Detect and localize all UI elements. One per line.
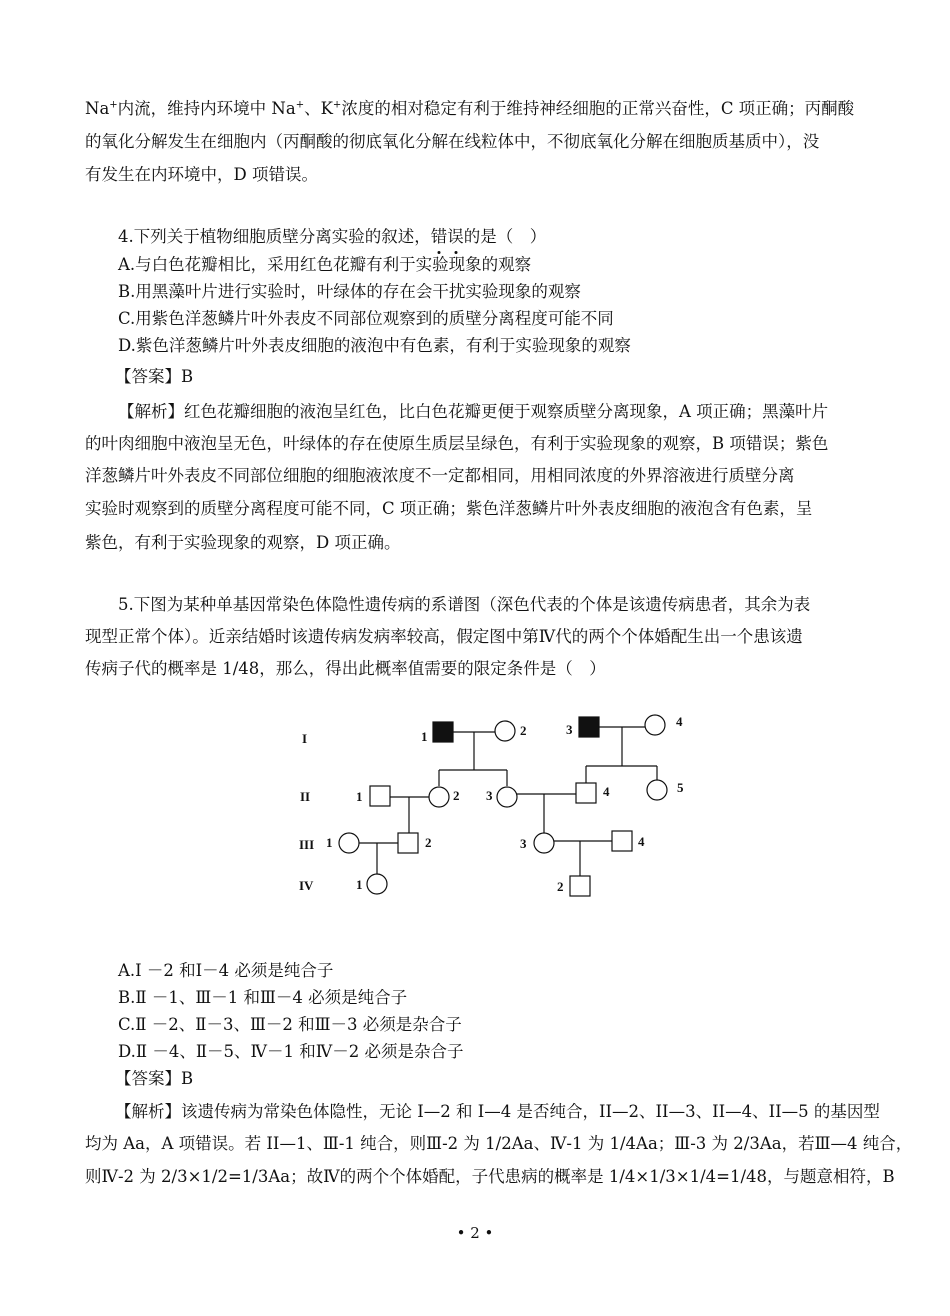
q5-analysis-1: 【解析】该遗传病为常染色体隐性，无论 I—2 和 I—4 是否纯合，II—2、II—3、II—4、II—5 的基因型	[115, 1102, 880, 1121]
q5-answer: 【答案】B	[115, 1069, 194, 1088]
individual-III1-female	[339, 833, 359, 853]
q4-option-c: C.用紫色洋葱鳞片叶外表皮不同部位观察到的质壁分离程度可能不同	[118, 309, 614, 328]
q5-analysis-2: 均为 Aa，A 项错误。若 II—1、Ⅲ-1 纯合，则Ⅲ-2 为 1/2Aa、Ⅳ-1 为 1/4Aa；Ⅲ-3 为 2/3Aa，若Ⅲ—4 纯合，	[85, 1134, 913, 1153]
individual-I1-affected-male	[433, 722, 453, 742]
page-number: • 2 •	[456, 1224, 494, 1242]
individual-I4-female	[645, 715, 665, 735]
individual-II4-male	[576, 783, 596, 803]
label-II4: 4	[603, 784, 610, 799]
label-III2: 2	[425, 835, 432, 850]
individual-II5-female	[647, 780, 667, 800]
q4-option-d: D.紫色洋葱鳞片叶外表皮细胞的液泡中有色素，有利于实验现象的观察	[118, 336, 631, 355]
prev-line-3: 有发生在内环境中，D 项错误。	[85, 165, 318, 184]
label-I2: 2	[520, 723, 527, 738]
label-II5: 5	[677, 780, 684, 795]
individual-III3-female	[534, 833, 554, 853]
q4-analysis-4: 实验时观察到的质壁分离程度可能不同，C 项正确；紫色洋葱鳞片叶外表皮细胞的液泡含有色素，呈	[85, 499, 813, 518]
q5-stem-2: 现型正常个体）。近亲结婚时该遗传病发病率较高，假定图中第Ⅳ代的两个个体婚配生出一个患该遗	[85, 627, 803, 646]
q5-option-a: A.Ⅰ －2 和Ⅰ－4 必须是纯合子	[118, 961, 334, 980]
label-I1: 1	[421, 729, 428, 744]
q4-analysis-3: 洋葱鳞片叶外表皮不同部位细胞的细胞液浓度不一定都相同，用相同浓度的外界溶液进行质壁分离	[85, 466, 795, 485]
label-IV1: 1	[356, 877, 363, 892]
individual-IV1-female	[367, 874, 387, 894]
label-II2: 2	[453, 788, 460, 803]
prev-line-1: Na+内流，维持内环境中 Na+、K+浓度的相对稳定有利于维持神经细胞的正常兴奋性，C 项正确；丙酮酸	[85, 99, 855, 118]
label-I3: 3	[566, 722, 573, 737]
q4-analysis-2: 的叶肉细胞中液泡呈无色，叶绿体的存在使原生质层呈绿色，有利于实验现象的观察，B 项错误；紫色	[85, 434, 829, 453]
q5-stem-1: 5.下图为某种单基因常染色体隐性遗传病的系谱图（深色代表的个体是该遗传病患者，其余为表	[118, 595, 811, 614]
individual-III2-male	[398, 833, 418, 853]
emphasis-char: 错	[430, 227, 448, 246]
pedigree-diagram	[290, 700, 710, 910]
individual-II1-male	[370, 786, 390, 806]
q4-stem: 4.下列关于植物细胞质壁分离实验的叙述，错误的是（ ）	[118, 227, 547, 246]
generation-label-III: III	[299, 837, 315, 852]
generation-label-II: II	[300, 789, 311, 804]
label-IV2: 2	[557, 879, 564, 894]
label-III4: 4	[638, 834, 645, 849]
q4-analysis-5: 紫色，有利于实验现象的观察，D 项正确。	[85, 533, 401, 552]
individual-III4-male	[612, 831, 632, 851]
q4-option-b: B.用黑藻叶片进行实验时，叶绿体的存在会干扰实验现象的观察	[118, 282, 581, 301]
individual-I2-female	[495, 721, 515, 741]
label-II1: 1	[356, 789, 363, 804]
q5-option-b: B.Ⅱ －1、Ⅲ－1 和Ⅲ－4 必须是纯合子	[118, 988, 408, 1007]
generation-label-I: I	[302, 731, 308, 746]
individual-IV2-male	[570, 876, 590, 896]
q5-analysis-3: 则Ⅳ-2 为 2/3×1/2=1/3Aa；故Ⅳ的两个个体婚配，子代患病的概率是 1/4×1/3×1/4=1/48，与题意相符，B	[85, 1167, 895, 1186]
q5-option-d: D.Ⅱ －4、Ⅱ－5、Ⅳ－1 和Ⅳ－2 必须是杂合子	[118, 1042, 464, 1061]
individual-II3-female	[497, 787, 517, 807]
generation-label-IV: IV	[299, 878, 314, 893]
prev-line-2: 的氧化分解发生在细胞内（丙酮酸的彻底氧化分解在线粒体中，不彻底氧化分解在细胞质基质中），没	[85, 132, 820, 151]
emphasis-char: 误	[447, 227, 464, 246]
label-III1: 1	[326, 835, 333, 850]
individual-I3-affected-male	[579, 717, 599, 737]
individual-II2-female	[429, 787, 449, 807]
label-III3: 3	[520, 836, 527, 851]
q4-analysis-1: 【解析】红色花瓣细胞的液泡呈红色，比白色花瓣更便于观察质壁分离现象，A 项正确；黑藻叶片	[118, 402, 829, 421]
q5-stem-3: 传病子代的概率是 1/48，那么，得出此概率值需要的限定条件是（ ）	[85, 659, 606, 678]
label-II3: 3	[486, 788, 493, 803]
label-I4: 4	[676, 714, 683, 729]
q4-answer: 【答案】B	[115, 367, 194, 386]
q5-option-c: C.Ⅱ －2、Ⅱ－3、Ⅲ－2 和Ⅲ－3 必须是杂合子	[118, 1015, 462, 1034]
q4-option-a: A.与白色花瓣相比，采用红色花瓣有利于实验现象的观察	[118, 255, 532, 274]
